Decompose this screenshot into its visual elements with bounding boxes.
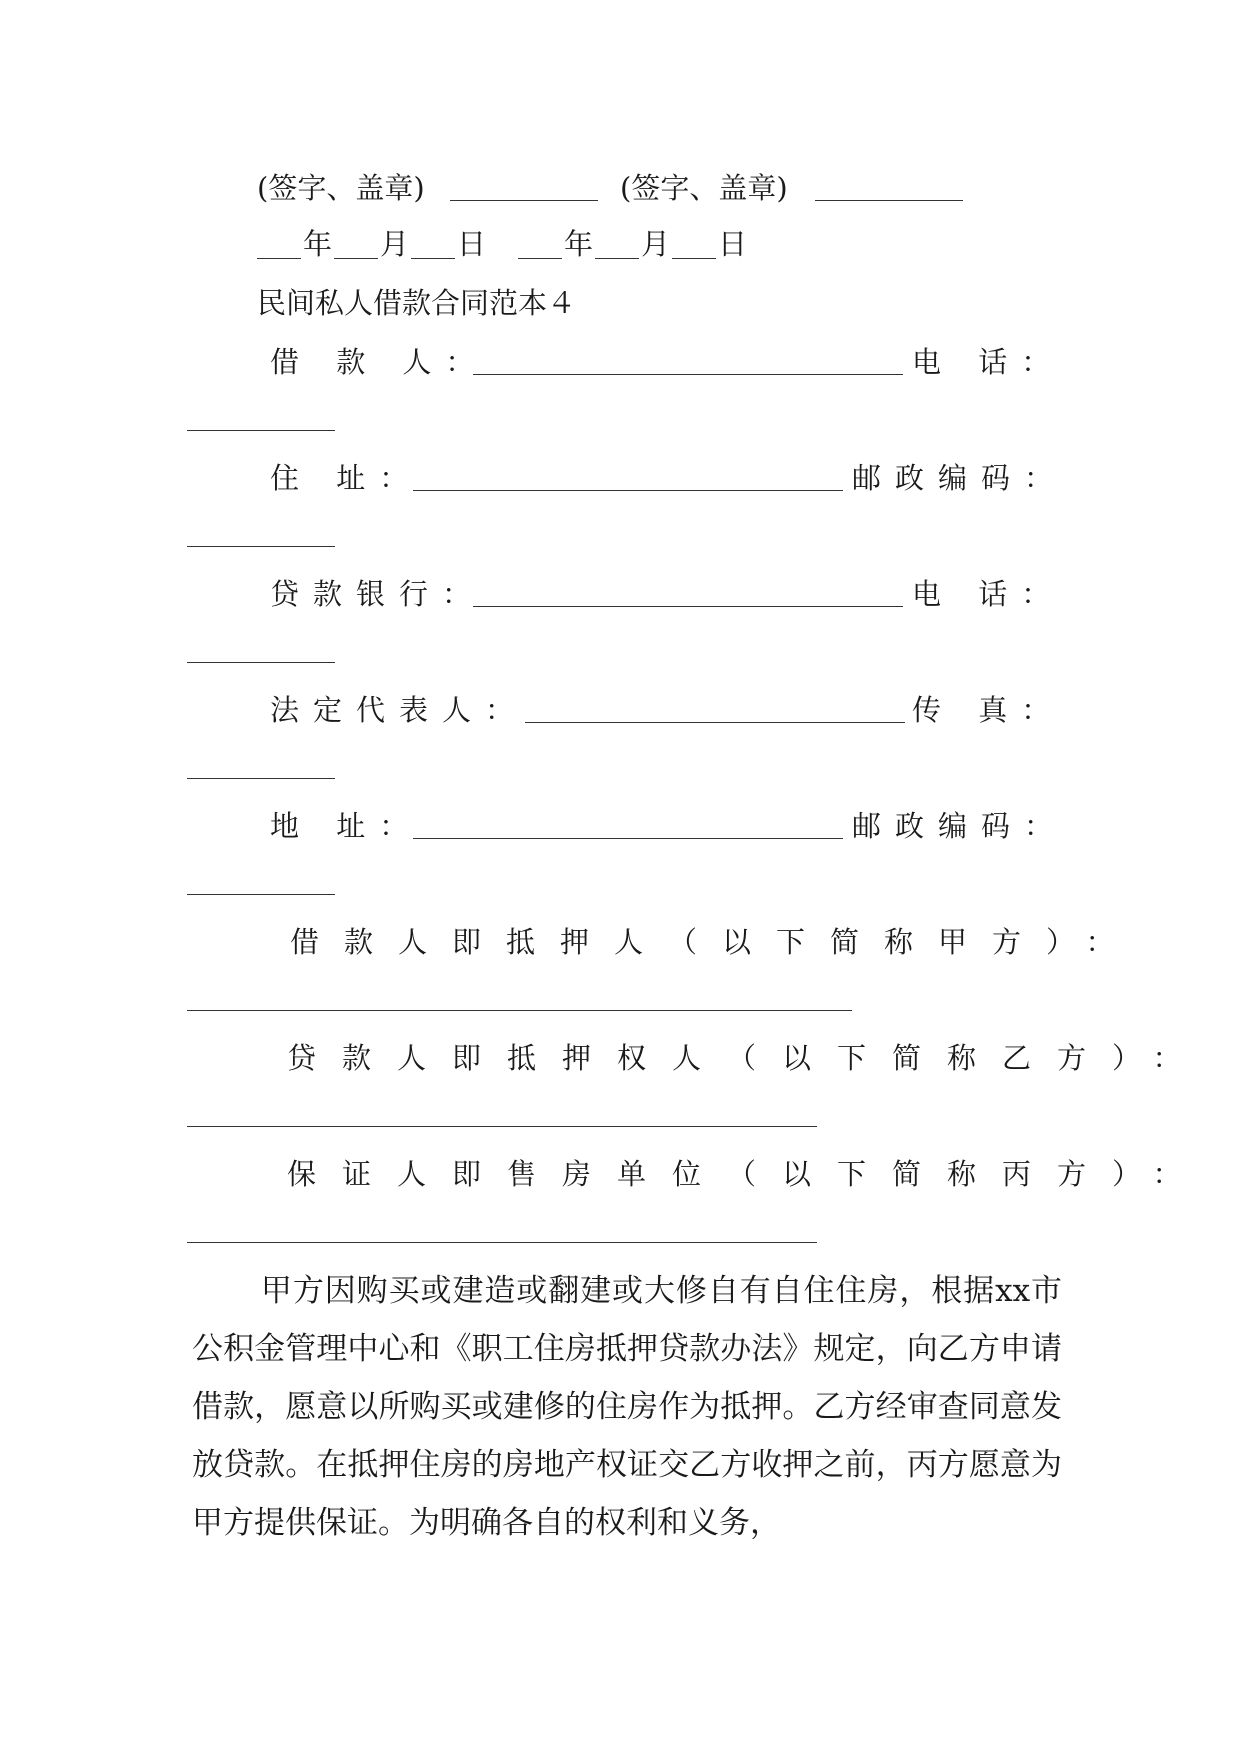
phone-blank-2: [187, 662, 335, 663]
party-b-label: 贷款人即抵押权人（以下简称乙方）：: [287, 1041, 1208, 1075]
address-blank-2: [413, 838, 843, 839]
party-b-blank: [187, 1126, 817, 1127]
loan-bank-blank: [473, 606, 903, 607]
date-year-a: 年: [303, 227, 333, 261]
sign-blank-b: [815, 200, 963, 201]
fax-blank: [187, 778, 335, 779]
date-blank-month-b: [595, 258, 639, 259]
postcode-blank-2: [187, 894, 335, 895]
phone-label-1: 电 话：: [912, 345, 1065, 379]
party-a-blank: [187, 1010, 852, 1011]
date-blank-year-a: [257, 258, 301, 259]
sign-blank-a: [450, 200, 598, 201]
date-day-a: 日: [457, 227, 487, 261]
contract-body-paragraph: [192, 1262, 1062, 1552]
sign-label-b: (签字、盖章): [620, 171, 788, 205]
phone-blank-1: [187, 430, 335, 431]
postcode-label-1: 邮政编码：: [852, 461, 1068, 495]
party-a-label: 借款人即抵押人（以下简称甲方）：: [290, 925, 1140, 959]
date-blank-day-a: [411, 258, 455, 259]
date-year-b: 年: [564, 227, 594, 261]
borrower-blank: [473, 374, 903, 375]
phone-label-2: 电 话：: [912, 577, 1065, 611]
sign-label-a: (签字、盖章): [257, 171, 425, 205]
fax-label: 传 真：: [912, 693, 1065, 727]
date-day-b: 日: [718, 227, 748, 261]
date-blank-month-a: [334, 258, 378, 259]
date-month-a: 月: [380, 227, 410, 261]
legal-rep-label: 法定代表人：: [270, 693, 529, 727]
loan-bank-label: 贷款银行：: [270, 577, 486, 611]
party-c-blank: [187, 1242, 817, 1243]
address-blank-1: [413, 490, 843, 491]
legal-rep-blank: [525, 722, 905, 723]
contract-body-text: 甲方因购买或建造或翻建或大修自有自住住房，根据xx市公积金管理中心和《职工住房抵押贷款办法》规定，向乙方申请借款，愿意以所购买或建修的住房作为抵押。乙方经审查同意发放贷款。在抵押住房的房地产权证交乙方收押之前，丙方愿意为甲方提供保证。为明确各自的权利和义务，: [192, 1273, 1062, 1541]
address-label-1: 住 址：: [270, 461, 423, 495]
postcode-blank-1: [187, 546, 335, 547]
date-blank-day-b: [672, 258, 716, 259]
contract-heading: 民间私人借款合同范本４: [257, 286, 577, 320]
postcode-label-2: 邮政编码：: [852, 809, 1068, 843]
date-month-b: 月: [641, 227, 671, 261]
party-c-label: 保证人即售房单位（以下简称丙方）：: [287, 1157, 1208, 1191]
date-blank-year-b: [518, 258, 562, 259]
address-label-2: 地 址：: [270, 809, 423, 843]
borrower-label: 借 款 人：: [270, 345, 489, 379]
